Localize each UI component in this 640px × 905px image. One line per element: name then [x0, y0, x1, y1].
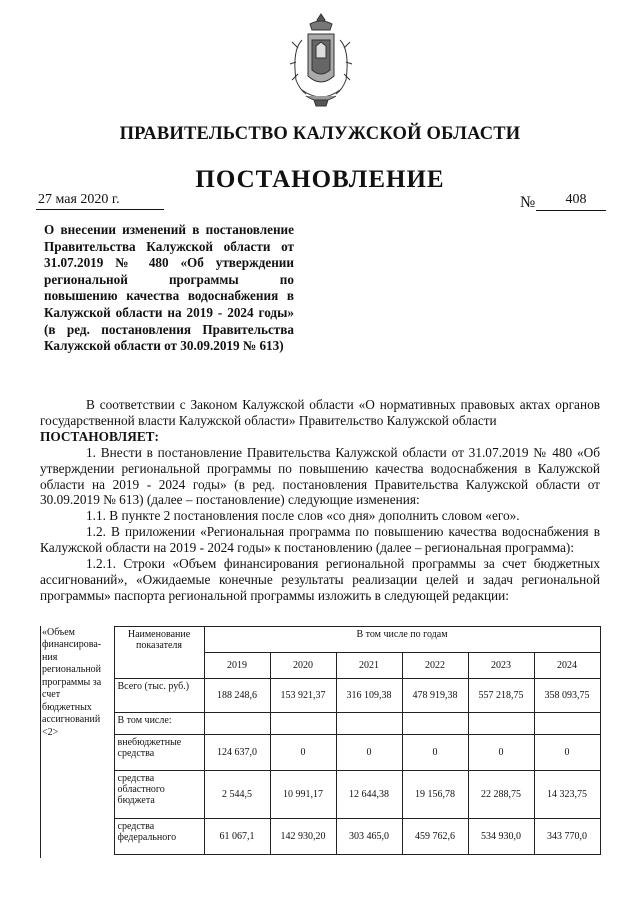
table-cell — [270, 713, 336, 735]
table-cell: 188 248,6 — [204, 679, 270, 713]
table-cell: 10 991,17 — [270, 771, 336, 819]
table-cell: 2 544,5 — [204, 771, 270, 819]
table-cell: 0 — [402, 735, 468, 771]
paragraph-1-2-1: 1.2.1. Строки «Объем финансирования региональной программы за счет бюджетных ассигнований», «Ожидаемые конечные результаты реализации целей и задач региональной программы» паспорта региональной программы изложить в следующей редакции: — [40, 556, 600, 603]
row-label: В том числе: — [114, 713, 204, 735]
table-cell: 478 919,38 — [402, 679, 468, 713]
table-cell — [402, 713, 468, 735]
document-body — [40, 397, 600, 604]
table-cell: 153 921,37 — [270, 679, 336, 713]
table-cell: 0 — [468, 735, 534, 771]
table-row — [40, 679, 600, 713]
table-cell: 534 930,0 — [468, 819, 534, 855]
government-title: ПРАВИТЕЛЬСТВО КАЛУЖСКОЙ ОБЛАСТИ — [119, 124, 521, 144]
year-header: 2020 — [270, 653, 336, 679]
table-row-title: «Объем финансирова-ния региональной программы за счет бюджетных ассигнований <2> — [42, 626, 102, 738]
indicator-header: Наименование показателя — [114, 627, 204, 679]
table-row — [40, 735, 600, 771]
paragraph-1: 1. Внести в постановление Правительства Калужской области от 31.07.2019 № 480 «Об утверждении региональной программы по повышению качества водоснабжения в Калужской области на 2019 - 2024 годы» (в ред. постановления Правительства Калужской области от 30.09.2019 № 613) (далее – постановление) следующие изменения: — [40, 444, 600, 508]
table-cell: 303 465,0 — [336, 819, 402, 855]
document-date: 27 мая 2020 г. — [38, 192, 120, 207]
table-left-border — [40, 626, 41, 858]
table-cell: 61 067,1 — [204, 819, 270, 855]
year-header: 2023 — [468, 653, 534, 679]
row-label: внебюджетные средства — [114, 735, 204, 771]
kaluga-coat-of-arms-icon — [288, 10, 354, 108]
document-number-label: № — [520, 194, 536, 211]
table-cell: 22 288,75 — [468, 771, 534, 819]
table-row — [40, 713, 600, 735]
table-cell — [534, 713, 600, 735]
table-cell: 124 637,0 — [204, 735, 270, 771]
table-cell: 12 644,38 — [336, 771, 402, 819]
years-group-header: В том числе по годам — [204, 627, 600, 653]
table-cell: 142 930,20 — [270, 819, 336, 855]
row-label: Всего (тыс. руб.) — [114, 679, 204, 713]
financing-table — [40, 626, 601, 855]
table-cell: 0 — [336, 735, 402, 771]
decree-word: ПОСТАНОВЛЯЕТ: — [40, 428, 159, 444]
table-cell — [468, 713, 534, 735]
table-cell: 358 093,75 — [534, 679, 600, 713]
table-cell: 343 770,0 — [534, 819, 600, 855]
row-label: средства федерального — [114, 819, 204, 855]
table-cell: 14 323,75 — [534, 771, 600, 819]
year-header: 2021 — [336, 653, 402, 679]
table-cell: 316 109,38 — [336, 679, 402, 713]
table-row — [40, 819, 600, 855]
number-underline — [536, 210, 606, 211]
year-header: 2019 — [204, 653, 270, 679]
year-header: 2024 — [534, 653, 600, 679]
document-subject: О внесении изменений в постановление Правительства Калужской области от 31.07.2019 № 480 «Об утверждении региональной программы по повышению качества водоснабжения в Калужской области на 2019 - 2024 годы» (в ред. постановления Правительства Калужской области от 30.09.2019 № 613) — [44, 222, 294, 354]
table-row — [40, 771, 600, 819]
table-cell: 0 — [534, 735, 600, 771]
table-cell: 557 218,75 — [468, 679, 534, 713]
table-cell — [204, 713, 270, 735]
paragraph-1-1: 1.1. В пункте 2 постановления после слов «со дня» дополнить словом «его». — [86, 508, 520, 524]
table-cell: 19 156,78 — [402, 771, 468, 819]
year-header: 2022 — [402, 653, 468, 679]
date-underline — [36, 209, 164, 210]
table-cell: 459 762,6 — [402, 819, 468, 855]
table-cell: 0 — [270, 735, 336, 771]
document-type: ПОСТАНОВЛЕНИЕ — [195, 166, 445, 193]
intro-paragraph: В соответствии с Законом Калужской области «О нормативных правовых актах органов государственной власти Калужской области» Правительство Калужской области — [40, 397, 600, 428]
document-number: 408 — [565, 192, 587, 207]
paragraph-1-2: 1.2. В приложении «Региональная программа по повышению качества водоснабжения в Калужской области на 2019 - 2024 годы» к постановлению (далее – региональная программа): — [40, 524, 600, 556]
row-label: средства областного бюджета — [114, 771, 204, 819]
table-cell — [336, 713, 402, 735]
